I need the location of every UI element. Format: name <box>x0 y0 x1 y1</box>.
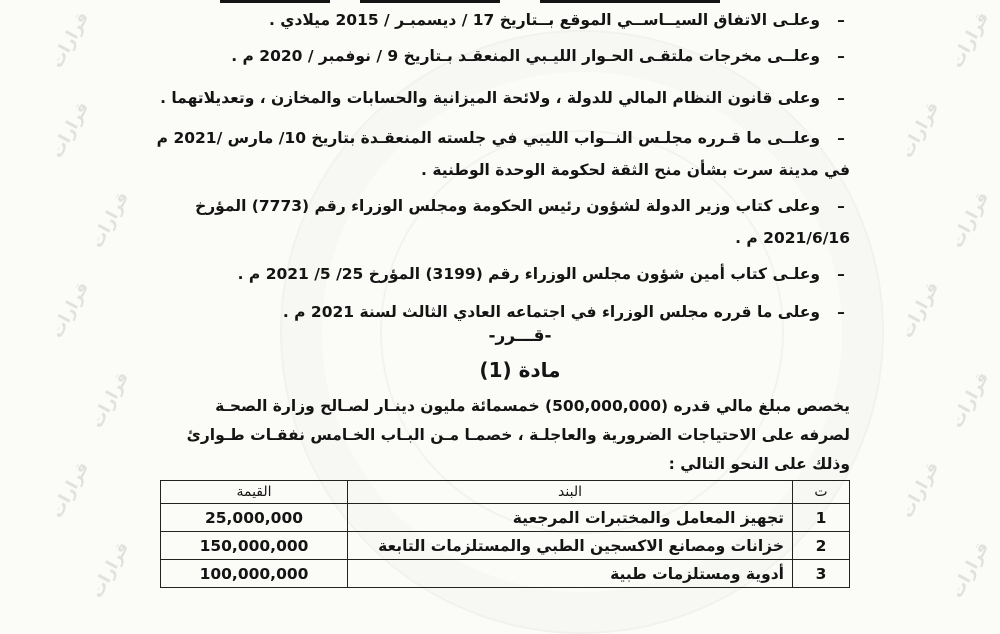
watermark-text: قرارات <box>897 98 944 162</box>
preamble-clause-line: وعلـى كتاب أمين شؤون مجلس الوزراء رقم (3199) المؤرخ 25/ 5/ 2021 م . <box>237 265 820 283</box>
decree-title: -قـــرر- <box>488 326 552 346</box>
table-row <box>161 560 850 588</box>
row-value: 150,000,000 <box>161 532 348 560</box>
table-header-row <box>161 481 850 504</box>
watermark-text: قرارات <box>47 8 94 72</box>
preamble-clause <box>110 190 850 254</box>
preamble-clause-line: وعلى قانون النظام المالي للدولة ، ولائحة الميزانية والحسابات والمخازن ، وتعديلاتهما . <box>160 89 820 107</box>
article-title: مادة (1) <box>479 358 561 382</box>
allocation-table <box>160 480 850 588</box>
watermark-text: قرارات <box>947 538 994 602</box>
preamble-clause-line: في مدينة سرت بشأن منح الثقة لحكومة الوحدة الوطنية . <box>421 161 850 179</box>
article-body-line: يخصص مبلغ مالي قدره (500,000,000) خمسمائة مليون دينـار لصـالح وزارة الصحـة <box>215 397 850 415</box>
watermark-text: قرارات <box>947 188 994 252</box>
watermark-text: قرارات <box>87 538 134 602</box>
table-row <box>161 504 850 532</box>
row-item: خزانات ومصانع الاكسجين الطبي والمستلزمات التابعة <box>348 532 793 560</box>
table-row <box>161 532 850 560</box>
document-page <box>110 0 850 600</box>
preamble-clause-line: 2021/6/16 م . <box>735 229 850 247</box>
article-body-line: لصرفه على الاحتياجات الضرورية والعاجلـة ، خصمـا مـن البـاب الخـامس نفقـات طـوارئ <box>186 426 850 444</box>
preamble-clause-line: وعلـى الاتفاق السيــاســي الموقع بــتاريخ 17 / ديسمبـر / 2015 ميلادي . <box>268 11 820 29</box>
watermark-text: قرارات <box>947 8 994 72</box>
bullet-dash: – <box>837 129 845 147</box>
preamble-clause-line: وعلى ما قرره مجلس الوزراء في اجتماعه العادي الثالث لسنة 2021 م . <box>282 303 820 321</box>
row-value: 100,000,000 <box>161 560 348 588</box>
bullet-dash: – <box>837 303 845 321</box>
bullet-dash: – <box>837 11 845 29</box>
preamble-clause <box>110 4 850 36</box>
preamble-clause <box>110 40 850 72</box>
row-value: 25,000,000 <box>161 504 348 532</box>
preamble-clause <box>110 82 850 114</box>
watermark-text: قرارات <box>47 458 94 522</box>
header-number: ت <box>793 481 850 504</box>
watermark-text: قرارات <box>897 458 944 522</box>
bullet-dash: – <box>837 47 845 65</box>
watermark-text: قرارات <box>947 368 994 432</box>
row-number: 2 <box>793 532 850 560</box>
watermark-text: قرارات <box>47 98 94 162</box>
watermark-text: قرارات <box>47 278 94 342</box>
watermark-text: قرارات <box>897 278 944 342</box>
bullet-dash: – <box>837 197 845 215</box>
bullet-dash: – <box>837 89 845 107</box>
row-number: 1 <box>793 504 850 532</box>
bullet-dash: – <box>837 265 845 283</box>
preamble-clause-line: وعلــى مخرجات ملتقـى الحـوار الليـبي المنعقـد بـتاريخ 9 / نوفمبر / 2020 م . <box>231 47 820 65</box>
watermark-text: قرارات <box>87 368 134 432</box>
row-item: تجهيز المعامل والمختبرات المرجعية <box>348 504 793 532</box>
row-item: أدوية ومستلزمات طبية <box>348 560 793 588</box>
watermark-text: قرارات <box>87 188 134 252</box>
preamble-clause <box>110 258 850 290</box>
header-item: البند <box>348 481 793 504</box>
preamble-clause-line: وعلى كتاب وزير الدولة لشؤون رئيس الحكومة ومجلس الوزراء رقم (7773) المؤرخ <box>195 197 820 215</box>
preamble-clause-line: وعلــى ما قـرره مجلـس النــواب الليبي في جلسته المنعقـدة بتاريخ 10/ مارس /2021 م <box>156 129 820 147</box>
article-body-line: وذلك على النحو التالي : <box>668 455 850 473</box>
row-number: 3 <box>793 560 850 588</box>
article-body <box>110 392 850 479</box>
preamble-clause <box>110 122 850 186</box>
preamble-clause <box>110 296 850 328</box>
header-value: القيمة <box>161 481 348 504</box>
